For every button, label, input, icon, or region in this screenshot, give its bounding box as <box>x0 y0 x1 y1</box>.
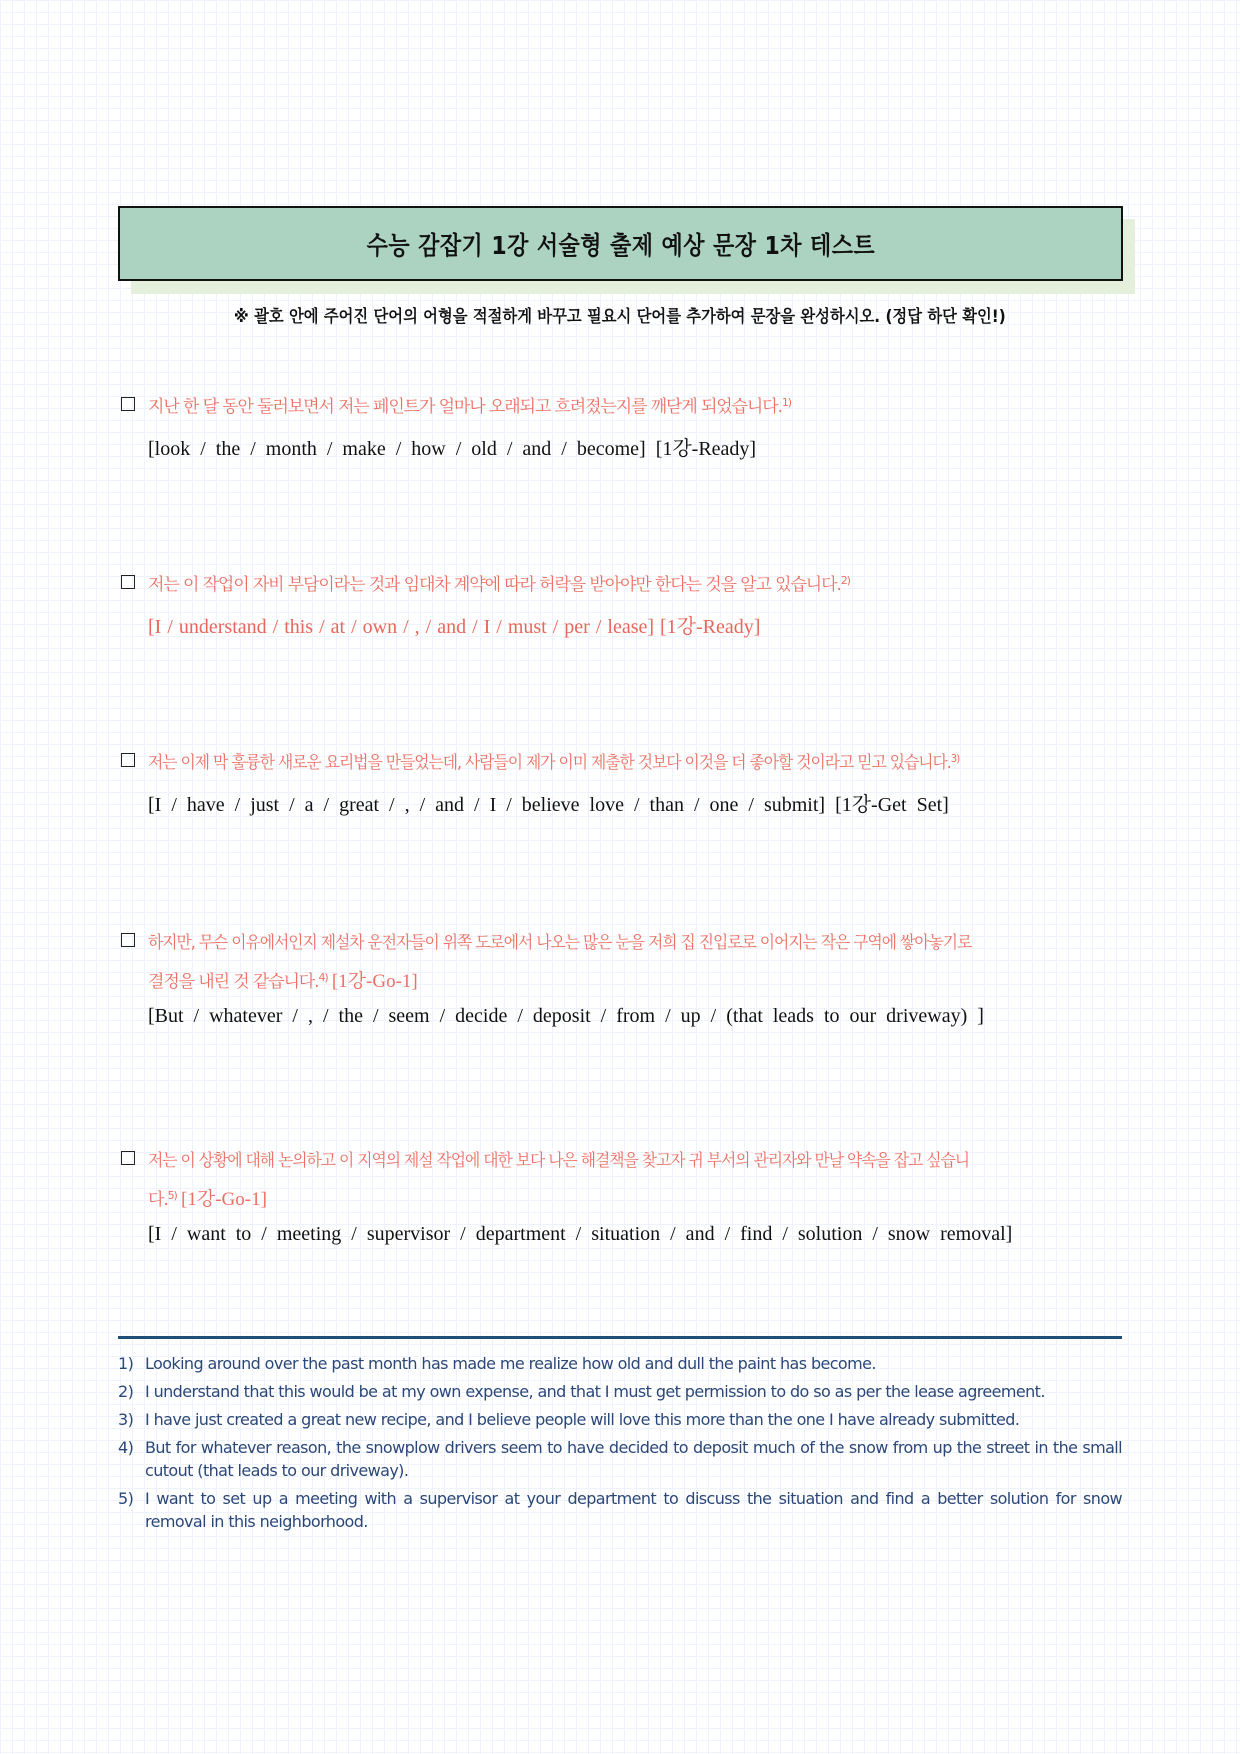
question-hint: [I / have / just / a / great / , / and / I / believe love / than / one / submit] [1강-Get Set] <box>148 794 949 816</box>
footnote-ref[interactable]: 4) <box>318 971 328 984</box>
footnote-text: I want to set up a meeting with a supervisor at your department to discuss the situation and find a better solution for snow removal in this neighborhood. <box>145 1489 1122 1531</box>
checkbox-icon[interactable] <box>121 1151 135 1165</box>
question-korean-line1: 저는 이 상황에 대해 논의하고 이 지역의 제설 작업에 대한 보다 나은 해결책을 찾고자 귀 부서의 관리자와 만날 약속을 잡고 싶습니 <box>148 1151 970 1171</box>
footnote-text: I understand that this would be at my own expense, and that I must get permission to do so as per the lease agreement. <box>145 1382 1045 1401</box>
footnote-5 <box>118 1487 1122 1533</box>
footnote-number: 4) <box>118 1438 134 1457</box>
footnote-4 <box>118 1436 1122 1482</box>
checkbox-icon[interactable] <box>121 575 135 589</box>
instruction-label: ※ 괄호 안에 주어진 단어의 어형을 적절하게 바꾸고 필요시 단어를 추가하여 문장을 완성하시오. (정답 하단 확인!) <box>234 307 1006 327</box>
question-hint: [But / whatever / , / the / seem / decide / deposit / from / up / (that leads to our driveway) ] <box>148 1005 984 1027</box>
question-korean-line2: 다.$^{5)}$ [1강-Go-1] <box>148 1189 267 1210</box>
footnote-text: Looking around over the past month has made me realize how old and dull the paint has become. <box>145 1354 876 1373</box>
footnote-divider <box>118 1336 1122 1339</box>
footnote-ref[interactable]: 5) <box>167 1189 177 1202</box>
footnote-number: 1) <box>118 1354 134 1373</box>
question-korean: 저는 이제 막 훌륭한 새로운 요리법을 만들었는데, 사람들이 제가 이미 제출한 것보다 이것을 더 좋아할 것이라고 믿고 있습니다.$^{3)}$ <box>148 752 960 773</box>
footnote-2 <box>118 1380 1122 1403</box>
page-title: 수능 감잡기 1강 서술형 출제 예상 문장 1차 테스트 <box>366 230 875 260</box>
checkbox-icon[interactable] <box>121 397 135 411</box>
question-korean: 저는 이 작업이 자비 부담이라는 것과 임대차 계약에 따라 허락을 받아야만 한다는 것을 알고 있습니다.$^{2)}$ <box>148 574 850 595</box>
checkbox-icon[interactable] <box>121 753 135 767</box>
footnote-ref[interactable]: 3) <box>950 752 960 765</box>
question-korean-line1: 하지만, 무슨 이유에서인지 제설차 운전자들이 위쪽 도로에서 나오는 많은 눈을 저희 집 진입로로 이어지는 작은 구역에 쌓아놓기로 <box>148 933 972 953</box>
footnote-number: 5) <box>118 1489 134 1508</box>
question-korean-line2: 결정을 내린 것 같습니다.$^{4)}$ [1강-Go-1] <box>148 971 418 992</box>
footnote-text: I have just created a great new recipe, and I believe people will love this more than the one I have already submitted. <box>145 1410 1020 1429</box>
footnote-1 <box>118 1352 1122 1375</box>
footnote-ref[interactable]: 2) <box>840 574 850 587</box>
lesson-tag: [1강-Go-1] <box>181 1189 267 1210</box>
title-box <box>118 206 1123 281</box>
checkbox-icon[interactable] <box>121 933 135 947</box>
lesson-tag: [1강-Go-1] <box>331 971 418 992</box>
question-hint: [I / understand / this / at / own / , / and / I / must / per / lease] [1강-Ready] <box>148 616 761 638</box>
question-hint: [look / the / month / make / how / old / and / become] [1강-Ready] <box>148 438 757 460</box>
footnote-ref[interactable]: 1) <box>781 396 791 409</box>
question-korean: 지난 한 달 동안 둘러보면서 저는 페인트가 얼마나 오래되고 흐려졌는지를 깨닫게 되었습니다.$^{1)}$ <box>148 396 791 417</box>
footnote-3 <box>118 1408 1122 1431</box>
question-hint: [I / want to / meeting / supervisor / department / situation / and / find / solution / snow removal] <box>148 1223 1013 1245</box>
footnotes <box>118 1352 1122 1538</box>
instruction-text <box>0 302 1240 327</box>
footnote-number: 3) <box>118 1410 134 1429</box>
footnote-number: 2) <box>118 1382 134 1401</box>
footnote-text: But for whatever reason, the snowplow drivers seem to have decided to deposit much of the snow from up the street in the small cutout (that leads to our driveway). <box>145 1438 1122 1480</box>
